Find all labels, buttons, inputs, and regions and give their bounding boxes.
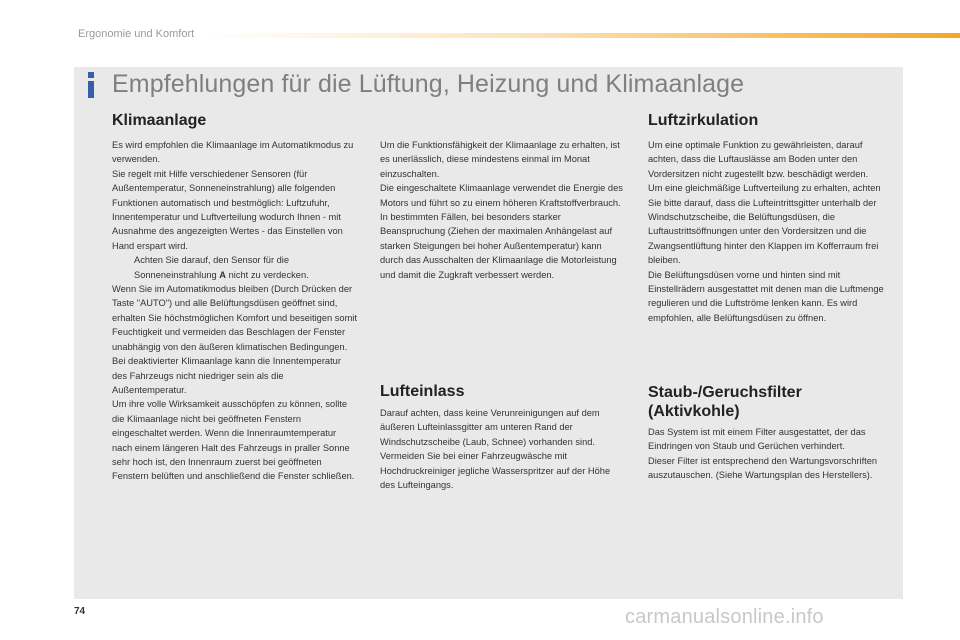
page-title: Empfehlungen für die Lüftung, Heizung und Klimaanlage (112, 70, 745, 98)
heading-staubfilter (648, 383, 802, 421)
heading-klimaanlage: Klimaanlage (112, 112, 207, 129)
klimaanlage-para-4: Bei deaktivierter Klimaanlage kann die Innentemperatur des Fahrzeugs nicht niedriger sein als die Außentemperatur. (112, 356, 341, 395)
staubfilter-heading-line-1: Staub-/Geruchsfilter (648, 384, 802, 401)
staubfilter-para-2: Dieser Filter ist entsprechend den Wartungsvorschriften auszutauschen. (Siehe Wartungsplan des Herstellers). (648, 455, 878, 481)
staubfilter-text (648, 425, 890, 483)
heading-luftzirkulation: Luftzirkulation (648, 112, 759, 129)
heading-lufteinlass: Lufteinlass (380, 383, 465, 400)
middle-para-1: Um die Funktionsfähigkeit der Klimaanlage zu erhalten, ist es unerlässlich, diese mindestens einmal im Monat einzuschalten. (380, 140, 620, 179)
luftzirkulation-para-1: Um eine optimale Funktion zu gewährleisten, darauf achten, dass die Luftauslässe am Boden unter den Vordersitzen nicht zugestellt bzw. beschädigt werden. (648, 140, 869, 179)
bullet-text-before: Achten Sie darauf, den Sensor für die Sonneneinstrahlung (134, 255, 290, 280)
staubfilter-heading-line-2: (Aktivkohle) (648, 403, 740, 420)
luftzirkulation-para-3: Die Belüftungsdüsen vorne und hinten sind mit Einstellrädern ausgestattet mit denen man die Luftmenge regulieren und die Luftströme lenken kann. Es wird empfohlen, alle Belüftungsdüsen zu öffnen. (648, 269, 884, 323)
middle-text (380, 138, 625, 282)
klimaanlage-para-1: Es wird empfohlen die Klimaanlage im Automatikmodus zu verwenden. (112, 140, 354, 165)
klimaanlage-para-3: Wenn Sie im Automatikmodus bleiben (Durch Drücken der Taste "AUTO") und alle Belüftungsdüsen geöffnet sind, erhalten Sie höchstmöglichen Komfort und beseitigen somit Feuchtigkeit und vermeiden das Beschlagen der Fenster unabhängig von den äußeren klimatischen Bedingungen. (112, 284, 357, 352)
lufteinlass-para-1: Darauf achten, dass keine Verunreinigungen auf dem äußeren Lufteinlassgitter am unteren Rand der Windschutzscheibe (Laub, Schnee) vorhanden sind. (380, 408, 600, 447)
luftzirkulation-para-2: Um eine gleichmäßige Luftverteilung zu erhalten, achten Sie bitte darauf, dass die Lufteintrittsgitter unterhalb der Windschutzscheibe, die Belüftungsdüsen, die Luftaustrittsöffnungen unter den Vordersitzen und die Zwangsentlüftung hinter den Klappen im Kofferraum frei bleiben. (648, 183, 881, 266)
lufteinlass-text (380, 406, 625, 492)
klimaanlage-bullet (112, 253, 357, 282)
staubfilter-para-1: Das System ist mit einem Filter ausgestattet, der das Eindringen von Staub und Gerüchen verhindert. (648, 427, 866, 452)
sensor-label: A (219, 269, 227, 280)
page-number: 74 (74, 606, 86, 617)
luftzirkulation-text (648, 138, 890, 325)
section-header-title: Ergonomie und Komfort (78, 28, 195, 40)
header-accent-bar (205, 33, 960, 38)
middle-para-2: Die eingeschaltete Klimaanlage verwendet die Energie des Motors und führt so zu einem höheren Kraftstoffverbrauch. (380, 183, 623, 208)
lufteinlass-para-2: Vermeiden Sie bei einer Fahrzeugwäsche mit Hochdruckreiniger jegliche Wasserspritzer auf der Höhe des Lufteingangs. (380, 451, 611, 491)
bullet-marker (112, 253, 134, 282)
bullet-body (134, 253, 357, 282)
watermark: carmanualsonline.info (625, 606, 824, 628)
bullet-text-after: nicht zu verdecken. (226, 269, 309, 280)
klimaanlage-para-5: Um ihre volle Wirksamkeit ausschöpfen zu können, sollte die Klimaanlage nicht bei geöffneten Fenstern eingeschaltet werden. Wenn die Innenraumtemperatur nach einem längeren Halt des Fahrzeugs in praller Sonne sehr hoch ist, den Innenraum zuerst bei geöffneten Fenstern belüften und anschließend die Fenster schließen. (112, 399, 355, 482)
klimaanlage-text (112, 138, 357, 484)
info-icon (82, 70, 100, 100)
middle-para-3: In bestimmten Fällen, bei besonders starker Beanspruchung (Ziehen der maximalen Anhängelast auf starken Steigungen bei hoher Außentemperatur) kann durch das Ausschalten der Klimaanlage die Motorleistung und damit die Zugkraft verbessert werden. (380, 212, 617, 280)
klimaanlage-para-2: Sie regelt mit Hilfe verschiedener Sensoren (für Außentemperatur, Sonneneinstrahlung) alle folgenden Funktionen automatisch und bestmöglich: Luftzufuhr, Innentemperatur und Luftverteilung wodurch Ihnen - mit Ausnahme des angezeigten Wertes - das Einstellen von Hand erspart wird. (112, 168, 343, 251)
